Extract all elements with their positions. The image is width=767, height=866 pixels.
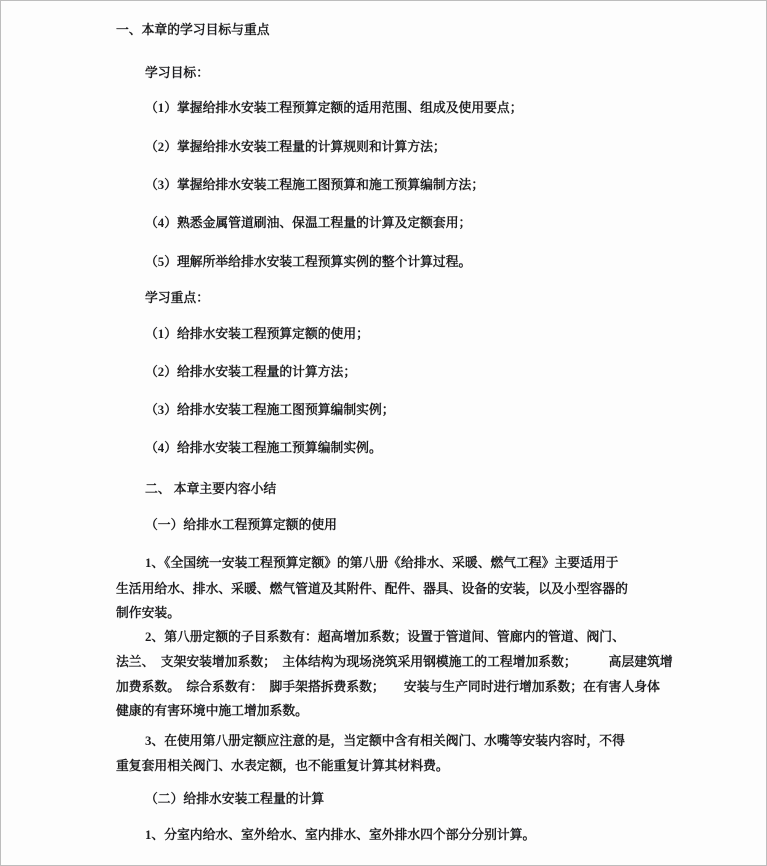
subsection-2-2-heading: （二）给排水安装工程量的计算 (145, 792, 325, 806)
goal-item-3: （3）掌握给排水安装工程施工图预算和施工预算编制方法； (145, 178, 485, 192)
goal-item-2: （2）掌握给排水安装工程量的计算规则和计算方法； (145, 140, 446, 154)
focus-item-2: （2）给排水安装工程量的计算方法； (145, 365, 357, 379)
focus-item-4: （4）给排水安装工程施工预算编制实例。 (145, 441, 382, 455)
goal-item-4: （4）熟悉金属管道刷油、保温工程量的计算及定额套用； (145, 216, 472, 230)
section-1-heading: 一、本章的学习目标与重点 (116, 23, 270, 37)
para-2-line-3: 加费系数。 综合系数有： 脚手架搭拆费系数； 安装与生产同时进行增加系数；在有害人身体 (116, 680, 660, 694)
subsection-2-1-heading: （一）给排水工程预算定额的使用 (145, 518, 337, 532)
study-focus-label: 学习重点： (145, 291, 209, 305)
para-1-line-1: 1、《全国统一安装工程预算定额》的第八册《给排水、采暖、燃气工程》主要适用于 (145, 556, 619, 570)
para-1-line-2: 生活用给水、排水、采暖、燃气管道及其附件、配件、器具、设备的安装，以及小型容器的 (116, 582, 628, 596)
study-goals-label: 学习目标： (145, 66, 209, 80)
para-3-line-1: 3、在使用第八册定额应注意的是，当定额中含有相关阀门、水嘴等安装内容时，不得 (145, 734, 625, 748)
focus-item-1: （1）给排水安装工程预算定额的使用； (145, 327, 369, 341)
subsection-2-2-item-1: 1、分室内给水、室外给水、室内排水、室外排水四个部分分别计算。 (145, 828, 536, 842)
para-2-line-2: 法兰、 支架安装增加系数； 主体结构为现场浇筑采用钢模施工的工程增加系数； 高层建筑增 (116, 655, 673, 669)
para-2-line-4: 健康的有害环境中施工增加系数。 (116, 704, 308, 718)
section-2-heading: 二、 本章主要内容小结 (145, 482, 277, 496)
focus-item-3: （3）给排水安装工程施工图预算编制实例； (145, 403, 395, 417)
para-3-line-2: 重复套用相关阀门、水表定额，也不能重复计算其材料费。 (116, 759, 449, 773)
goal-item-5: （5）理解所举给排水安装工程预算实例的整个计算过程。 (145, 255, 472, 269)
goal-item-1: （1）掌握给排水安装工程预算定额的适用范围、组成及使用要点； (145, 101, 523, 115)
para-1-line-3: 制作安装。 (116, 606, 180, 620)
para-2-line-1: 2、第八册定额的子目系数有：超高增加系数；设置于管道间、管廊内的管道、阀门、 (145, 630, 625, 644)
